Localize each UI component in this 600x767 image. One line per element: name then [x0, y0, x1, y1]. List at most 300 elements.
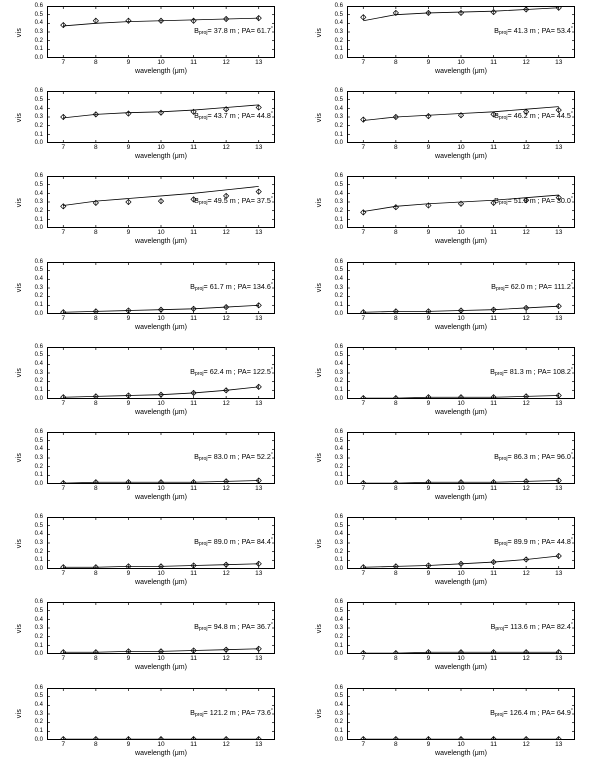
x-tick-label: 11	[490, 399, 497, 407]
data-point	[61, 309, 66, 313]
y-tick-label: 0.1	[34, 46, 43, 53]
y-tick-label: 0.0	[334, 395, 343, 402]
x-tick-label: 9	[126, 399, 131, 407]
y-tick-label: 0.4	[34, 446, 43, 453]
chart-panel	[300, 170, 600, 255]
x-tick-label: 11	[190, 229, 197, 237]
y-axis-ticks	[24, 428, 45, 487]
y-tick-label: 0.1	[334, 387, 343, 394]
y-tick-label: 0.2	[34, 719, 43, 726]
chart-panel	[0, 341, 300, 426]
y-tick-label: 0.2	[34, 463, 43, 470]
y-tick-label: 0.5	[334, 96, 343, 103]
y-axis-ticks	[24, 3, 45, 61]
data-point	[458, 480, 463, 484]
data-point	[426, 480, 431, 484]
x-tick-label: 12	[522, 570, 530, 578]
y-axis-label-text: vis	[316, 197, 324, 208]
x-tick-label: 7	[61, 314, 66, 322]
y-axis-label-text: vis	[16, 197, 24, 208]
x-tick-label: 11	[190, 314, 197, 322]
x-tick-label: 7	[361, 399, 366, 407]
data-point	[556, 6, 561, 10]
x-tick-label: 10	[457, 229, 465, 237]
data-point	[61, 394, 66, 398]
data-point	[191, 480, 196, 484]
x-tick-label: 9	[426, 740, 431, 748]
x-tick-label: 7	[361, 570, 366, 578]
data-point	[524, 736, 529, 739]
y-tick-label: 0.2	[334, 719, 343, 726]
x-tick-label: 13	[255, 655, 263, 663]
y-tick-label: 0.2	[34, 37, 43, 44]
panel-annotation: $B_{proj}= 86.3$ m ; PA= 96.0°	[494, 451, 573, 462]
data-point	[426, 650, 431, 654]
y-tick-label: 0.6	[334, 428, 343, 435]
y-tick-label: 0.6	[334, 684, 343, 691]
data-point	[191, 18, 196, 23]
x-tick-label: 11	[490, 655, 497, 663]
data-point	[361, 395, 366, 398]
x-tick-label: 10	[457, 144, 465, 152]
y-tick-label: 0.6	[334, 514, 343, 521]
data-point	[491, 9, 496, 14]
x-tick-label: 7	[361, 59, 366, 66]
panel-annotation: $B_{proj}= 37.8$ m ; PA= 61.7°	[194, 26, 273, 36]
data-point	[93, 480, 98, 484]
panel-annotation: $B_{proj}= 94.8$ m ; PA= 36.7°	[194, 622, 273, 633]
x-tick-label: 10	[457, 59, 465, 66]
panel-annotation: $B_{proj}= 51.9$ m ; PA= 30.0°	[494, 196, 573, 207]
data-point	[158, 199, 163, 204]
x-tick-label: 10	[157, 399, 165, 407]
y-tick-label: 0.5	[34, 96, 43, 103]
x-tick-label: 9	[126, 740, 131, 748]
y-tick-label: 0.5	[34, 693, 43, 700]
x-tick-label: 9	[126, 229, 131, 237]
x-tick-label: 12	[522, 484, 530, 492]
x-tick-label: 11	[490, 740, 497, 748]
chart-panel	[0, 682, 300, 767]
y-tick-label: 0.4	[34, 190, 43, 197]
x-tick-label: 9	[426, 59, 431, 66]
y-tick-label: 0.5	[334, 352, 343, 359]
x-tick-label: 13	[555, 229, 563, 237]
data-point	[491, 736, 496, 739]
x-tick-label: 11	[190, 570, 197, 578]
y-tick-label: 0.3	[34, 29, 43, 35]
y-tick-label: 0.3	[334, 540, 343, 547]
y-tick-label: 0.0	[334, 566, 343, 573]
y-axis-ticks	[324, 343, 345, 402]
x-tick-label: 9	[126, 484, 131, 492]
y-axis-label-text: vis	[316, 112, 324, 122]
chart-panel	[300, 0, 600, 85]
y-tick-label: 0.6	[34, 88, 43, 95]
y-tick-label: 0.3	[334, 625, 343, 632]
y-tick-label: 0.6	[34, 428, 43, 435]
y-tick-label: 0.5	[34, 607, 43, 614]
data-point	[93, 650, 98, 654]
y-tick-label: 0.0	[334, 225, 343, 232]
x-tick-label: 11	[190, 144, 197, 152]
x-tick-label: 11	[190, 399, 197, 407]
x-tick-label: 7	[61, 740, 66, 748]
y-tick-label: 0.1	[334, 46, 343, 53]
panel-annotation: $B_{proj}= 81.3$ m ; PA= 108.2°	[490, 366, 573, 377]
chart-panel	[0, 0, 300, 85]
panel-annotation: $B_{proj}= 121.2$ m ; PA= 73.6°	[190, 707, 273, 718]
y-axis-ticks	[324, 684, 345, 743]
y-tick-label: 0.2	[334, 37, 343, 44]
x-axis-label: wavelength (μm)	[135, 68, 187, 75]
data-point	[361, 117, 366, 122]
chart-panel	[300, 596, 600, 681]
x-tick-label: 13	[555, 740, 563, 748]
x-axis-label: wavelength (μm)	[435, 68, 487, 75]
y-tick-label: 0.6	[334, 343, 343, 350]
y-tick-label: 0.2	[34, 208, 43, 215]
data-point	[458, 650, 463, 654]
x-tick-label: 9	[126, 655, 131, 663]
y-axis-label-text: vis	[16, 453, 24, 463]
y-tick-label: 0.3	[34, 625, 43, 632]
y-tick-label: 0.0	[34, 310, 43, 317]
x-tick-label: 8	[94, 59, 98, 66]
y-tick-label: 0.4	[34, 701, 43, 708]
x-tick-label: 11	[190, 740, 197, 748]
x-tick-label: 11	[490, 570, 497, 578]
x-tick-label: 7	[361, 740, 366, 748]
x-tick-label: 13	[255, 484, 263, 492]
x-tick-label: 8	[394, 144, 398, 152]
panel-annotation: $B_{proj}= 62.0$ m ; PA= 111.2°	[491, 281, 573, 292]
y-tick-label: 0.2	[34, 633, 43, 640]
y-tick-label: 0.4	[334, 20, 343, 27]
x-axis-label: wavelength (μm)	[135, 579, 187, 587]
panel-annotation: $B_{proj}= 41.3$ m ; PA= 53.4°	[494, 26, 573, 36]
y-axis-ticks	[324, 173, 345, 232]
y-tick-label: 0.2	[334, 463, 343, 470]
x-tick-label: 7	[361, 144, 366, 152]
x-tick-label: 10	[157, 655, 165, 663]
y-tick-label: 0.3	[334, 284, 343, 291]
y-tick-label: 0.0	[34, 651, 43, 658]
y-tick-label: 0.3	[34, 284, 43, 291]
x-tick-label: 9	[426, 655, 431, 663]
y-tick-label: 0.4	[334, 616, 343, 623]
y-tick-label: 0.4	[34, 616, 43, 623]
x-tick-label: 8	[394, 59, 398, 66]
data-point	[93, 18, 98, 23]
x-tick-label: 7	[361, 484, 366, 492]
y-tick-label: 0.1	[334, 131, 343, 138]
y-axis-label-text: vis	[16, 368, 24, 378]
y-axis-label-text: vis	[316, 538, 324, 548]
x-tick-label: 12	[222, 399, 230, 407]
data-point	[158, 480, 163, 484]
y-tick-label: 0.2	[34, 548, 43, 555]
y-axis-label-text: vis	[16, 282, 24, 293]
y-tick-label: 0.0	[334, 140, 343, 147]
data-point	[458, 736, 463, 739]
chart-panel	[0, 85, 300, 170]
data-point	[93, 565, 98, 569]
x-tick-label: 13	[555, 144, 563, 152]
x-tick-label: 7	[61, 144, 66, 152]
x-axis-label: wavelength (μm)	[435, 664, 487, 672]
x-tick-label: 13	[555, 484, 563, 492]
y-tick-label: 0.2	[334, 378, 343, 385]
x-tick-label: 8	[394, 740, 398, 748]
y-tick-label: 0.5	[334, 437, 343, 444]
x-tick-label: 12	[522, 740, 530, 748]
x-tick-label: 10	[457, 570, 465, 578]
data-point	[256, 189, 261, 194]
x-tick-label: 8	[94, 144, 98, 152]
data-point	[256, 736, 261, 739]
y-tick-label: 0.2	[334, 293, 343, 300]
y-tick-label: 0.5	[334, 607, 343, 614]
x-tick-label: 11	[190, 655, 197, 663]
x-tick-label: 12	[522, 229, 530, 237]
y-tick-label: 0.3	[334, 199, 343, 206]
x-tick-label: 8	[94, 570, 98, 578]
x-axis-label: wavelength (μm)	[435, 579, 487, 587]
y-tick-label: 0.0	[34, 736, 43, 743]
x-tick-label: 13	[555, 399, 563, 407]
x-tick-label: 8	[94, 229, 98, 237]
x-axis-label: wavelength (μm)	[135, 408, 187, 416]
y-tick-label: 0.2	[334, 548, 343, 555]
y-tick-label: 0.1	[34, 301, 43, 308]
y-tick-label: 0.3	[34, 369, 43, 376]
y-axis-label-text: vis	[16, 27, 24, 37]
x-tick-label: 12	[222, 314, 230, 322]
y-axis-ticks	[24, 258, 45, 317]
y-axis-label-text: vis	[16, 112, 24, 122]
panel-annotation: $B_{proj}= 83.0$ m ; PA= 52.2°	[194, 451, 273, 462]
y-tick-label: 0.3	[334, 114, 343, 121]
x-axis-label: wavelength (μm)	[135, 153, 187, 161]
y-axis-label-text: vis	[316, 27, 324, 37]
chart-panel	[300, 85, 600, 170]
panel-annotation: $B_{proj}= 62.4$ m ; PA= 122.5°	[190, 366, 273, 377]
y-tick-label: 0.3	[34, 114, 43, 121]
panel-annotation: $B_{proj}= 113.6$ m ; PA= 82.4°	[490, 622, 573, 633]
data-point	[491, 394, 496, 398]
x-tick-label: 10	[157, 59, 165, 66]
y-tick-label: 0.5	[334, 11, 343, 18]
x-tick-label: 12	[222, 59, 230, 66]
x-tick-label: 8	[394, 399, 398, 407]
panel-annotation: $B_{proj}= 43.7$ m ; PA= 44.8°	[194, 111, 273, 122]
y-tick-label: 0.1	[334, 472, 343, 479]
y-tick-label: 0.6	[34, 343, 43, 350]
chart-panel	[0, 511, 300, 596]
y-tick-label: 0.6	[34, 514, 43, 521]
x-tick-label: 11	[490, 59, 497, 66]
y-tick-label: 0.1	[34, 642, 43, 649]
x-tick-label: 7	[361, 655, 366, 663]
data-point	[61, 736, 66, 739]
x-tick-label: 13	[555, 59, 563, 66]
x-tick-label: 11	[490, 144, 497, 152]
panel-annotation: $B_{proj}= 46.2$ m ; PA= 44.5°	[494, 111, 573, 122]
chart-panel	[0, 170, 300, 255]
y-tick-label: 0.6	[34, 3, 43, 9]
x-tick-label: 13	[255, 314, 263, 322]
x-tick-label: 8	[94, 655, 98, 663]
y-tick-label: 0.5	[34, 352, 43, 359]
x-tick-label: 9	[426, 144, 431, 152]
y-axis-ticks	[24, 684, 45, 743]
data-point	[61, 650, 66, 654]
data-point	[61, 204, 66, 209]
x-tick-label: 9	[126, 314, 131, 322]
x-tick-label: 13	[255, 229, 263, 237]
x-tick-label: 10	[157, 314, 165, 322]
chart-panel	[0, 256, 300, 341]
y-tick-label: 0.3	[34, 710, 43, 717]
x-tick-label: 10	[457, 484, 465, 492]
data-point	[224, 736, 229, 739]
data-point	[393, 651, 398, 654]
data-point	[491, 480, 496, 484]
y-tick-label: 0.6	[334, 599, 343, 606]
data-point	[458, 394, 463, 398]
y-tick-label: 0.0	[334, 55, 343, 61]
data-point	[393, 395, 398, 398]
x-tick-label: 13	[555, 570, 563, 578]
y-tick-label: 0.1	[34, 727, 43, 734]
y-tick-label: 0.6	[34, 599, 43, 606]
y-tick-label: 0.3	[34, 454, 43, 461]
x-tick-label: 12	[222, 655, 230, 663]
x-tick-label: 13	[255, 570, 263, 578]
y-tick-label: 0.6	[34, 258, 43, 265]
data-point	[556, 650, 561, 654]
y-axis-ticks	[324, 514, 345, 573]
y-tick-label: 0.1	[334, 727, 343, 734]
x-axis-label: wavelength (μm)	[435, 153, 487, 161]
data-point	[93, 736, 98, 739]
x-tick-label: 8	[394, 655, 398, 663]
x-tick-label: 10	[457, 314, 465, 322]
data-point	[426, 736, 431, 739]
data-point	[361, 210, 366, 215]
data-point	[426, 394, 431, 398]
y-tick-label: 0.5	[34, 437, 43, 444]
y-tick-label: 0.6	[334, 88, 343, 95]
y-tick-label: 0.3	[334, 710, 343, 717]
data-point	[393, 480, 398, 483]
y-tick-label: 0.4	[334, 446, 343, 453]
x-axis-label: wavelength (μm)	[435, 493, 487, 501]
chart-panel	[300, 682, 600, 767]
x-axis-label: wavelength (μm)	[135, 493, 187, 501]
x-tick-label: 8	[94, 484, 98, 492]
y-axis-ticks	[324, 258, 345, 317]
x-axis-label: wavelength (μm)	[135, 749, 187, 757]
data-point	[126, 480, 131, 484]
data-point	[61, 565, 66, 569]
y-axis-label-text: vis	[16, 538, 24, 548]
x-axis-label: wavelength (μm)	[135, 323, 187, 331]
y-axis-ticks	[24, 343, 45, 402]
x-axis-label: wavelength (μm)	[435, 408, 487, 416]
data-point	[158, 736, 163, 739]
y-tick-label: 0.0	[334, 736, 343, 743]
y-axis-ticks	[324, 599, 345, 658]
data-point	[361, 736, 366, 739]
x-tick-label: 7	[61, 399, 66, 407]
y-tick-label: 0.0	[34, 55, 43, 61]
y-tick-label: 0.5	[334, 522, 343, 529]
y-tick-label: 0.0	[34, 395, 43, 402]
x-tick-label: 7	[61, 655, 66, 663]
y-axis-label-text: vis	[316, 453, 324, 463]
data-point	[126, 736, 131, 739]
data-point	[256, 105, 261, 110]
y-tick-label: 0.1	[334, 301, 343, 308]
y-tick-label: 0.2	[334, 633, 343, 640]
x-axis-label: wavelength (μm)	[135, 664, 187, 672]
y-axis-ticks	[324, 3, 345, 61]
y-tick-label: 0.6	[334, 258, 343, 265]
y-tick-label: 0.4	[334, 190, 343, 197]
data-point	[426, 114, 431, 119]
x-tick-label: 12	[222, 229, 230, 237]
chart-panel	[300, 511, 600, 596]
y-tick-label: 0.5	[34, 522, 43, 529]
y-tick-label: 0.1	[334, 557, 343, 564]
y-tick-label: 0.3	[334, 29, 343, 35]
x-tick-label: 13	[555, 314, 563, 322]
x-tick-label: 10	[157, 144, 165, 152]
y-axis-ticks	[324, 428, 345, 487]
data-point	[158, 110, 163, 115]
x-tick-label: 12	[522, 144, 530, 152]
data-point	[393, 205, 398, 210]
data-point	[61, 480, 66, 483]
data-point	[361, 309, 366, 313]
x-tick-label: 11	[490, 314, 497, 322]
y-tick-label: 0.5	[34, 182, 43, 189]
y-axis-ticks	[24, 599, 45, 658]
x-tick-label: 13	[255, 399, 263, 407]
y-tick-label: 0.2	[334, 122, 343, 129]
data-point	[361, 15, 366, 20]
x-tick-label: 8	[94, 740, 98, 748]
y-axis-label-text: vis	[316, 368, 324, 378]
y-tick-label: 0.4	[334, 531, 343, 538]
y-tick-label: 0.1	[34, 557, 43, 564]
y-tick-label: 0.4	[334, 105, 343, 112]
x-tick-label: 10	[457, 740, 465, 748]
data-point	[126, 18, 131, 23]
y-axis-ticks	[24, 173, 45, 232]
data-point	[361, 651, 366, 654]
y-axis-label-text: vis	[316, 282, 324, 293]
y-tick-label: 0.0	[34, 225, 43, 232]
x-tick-label: 9	[426, 570, 431, 578]
x-axis-label: wavelength (μm)	[435, 238, 487, 246]
data-point	[491, 650, 496, 654]
x-tick-label: 9	[126, 59, 131, 66]
y-tick-label: 0.3	[34, 199, 43, 206]
y-tick-label: 0.4	[34, 361, 43, 368]
